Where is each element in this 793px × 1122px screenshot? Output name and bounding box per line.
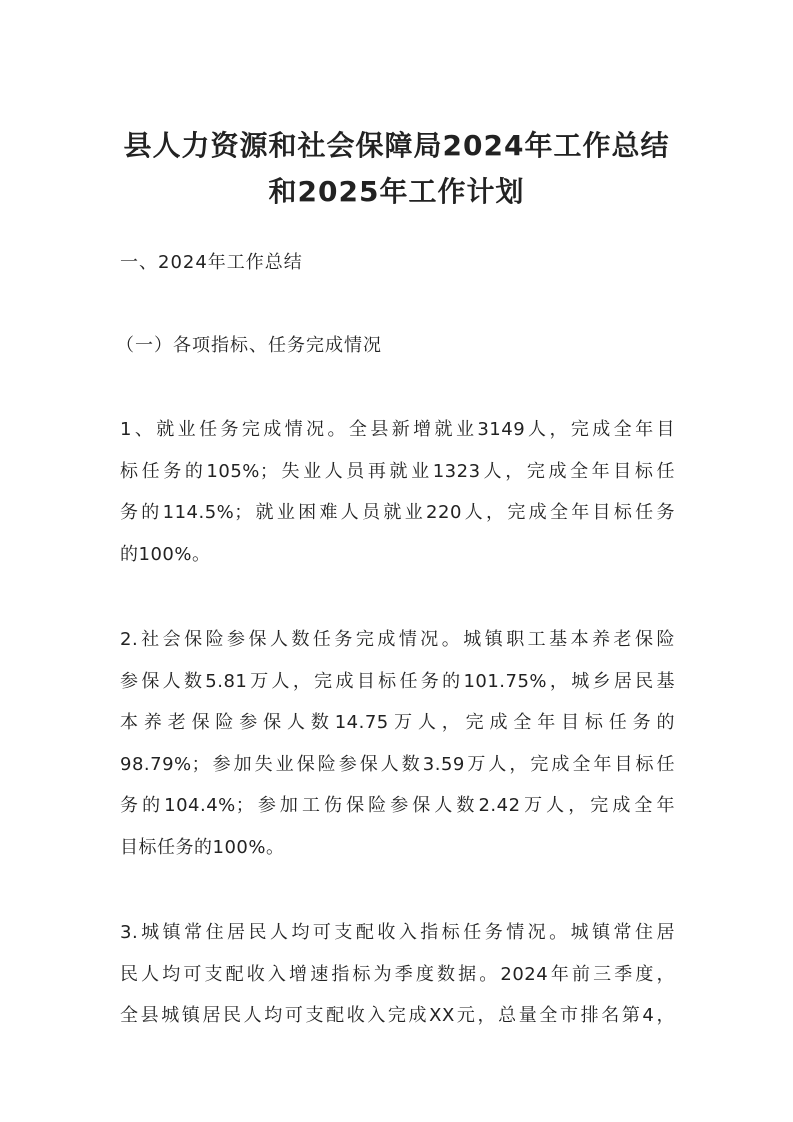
document-title-line-2: 和2025年工作计划	[268, 175, 525, 208]
paragraph-line: 的100%。	[120, 543, 211, 565]
paragraph-line: 本养老保险参保人数14.75万人，完成全年目标任务的	[120, 712, 675, 733]
paragraph-social-insurance	[120, 619, 675, 868]
paragraph-line: 参保人数5.81万人，完成目标任务的101.75%，城乡居民基	[120, 670, 675, 692]
section-heading-1: 一、2024年工作总结	[120, 252, 303, 273]
paragraph-line: 98.79%；参加失业保险参保人数3.59万人，完成全年目标任	[120, 753, 675, 775]
document-title-line-1: 县人力资源和社会保障局2024年工作总结	[123, 129, 670, 162]
paragraph-employment	[120, 409, 675, 575]
subsection-heading-1: （一）各项指标、任务完成情况	[116, 335, 382, 356]
paragraph-line: 务的104.4%；参加工伤保险参保人数2.42万人，完成全年	[120, 795, 675, 816]
paragraph-line: 务的114.5%；就业困难人员就业220人，完成全年目标任务	[120, 502, 675, 523]
paragraph-urban-income	[120, 912, 675, 1037]
paragraph-line: 民人均可支配收入增速指标为季度数据。2024年前三季度，	[120, 963, 675, 985]
paragraph-line: 全县城镇居民人均可支配收入完成XX元，总量全市排名第4，	[120, 1005, 675, 1026]
paragraph-line: 目标任务的100%。	[120, 836, 285, 858]
paragraph-line: 1、就业任务完成情况。全县新增就业3149人，完成全年目	[120, 419, 675, 440]
paragraph-line: 标任务的105%；失业人员再就业1323人，完成全年目标任	[120, 460, 675, 482]
paragraph-line: 3.城镇常住居民人均可支配收入指标任务情况。城镇常住居	[120, 922, 675, 943]
paragraph-line: 2.社会保险参保人数任务完成情况。城镇职工基本养老保险	[120, 629, 675, 650]
